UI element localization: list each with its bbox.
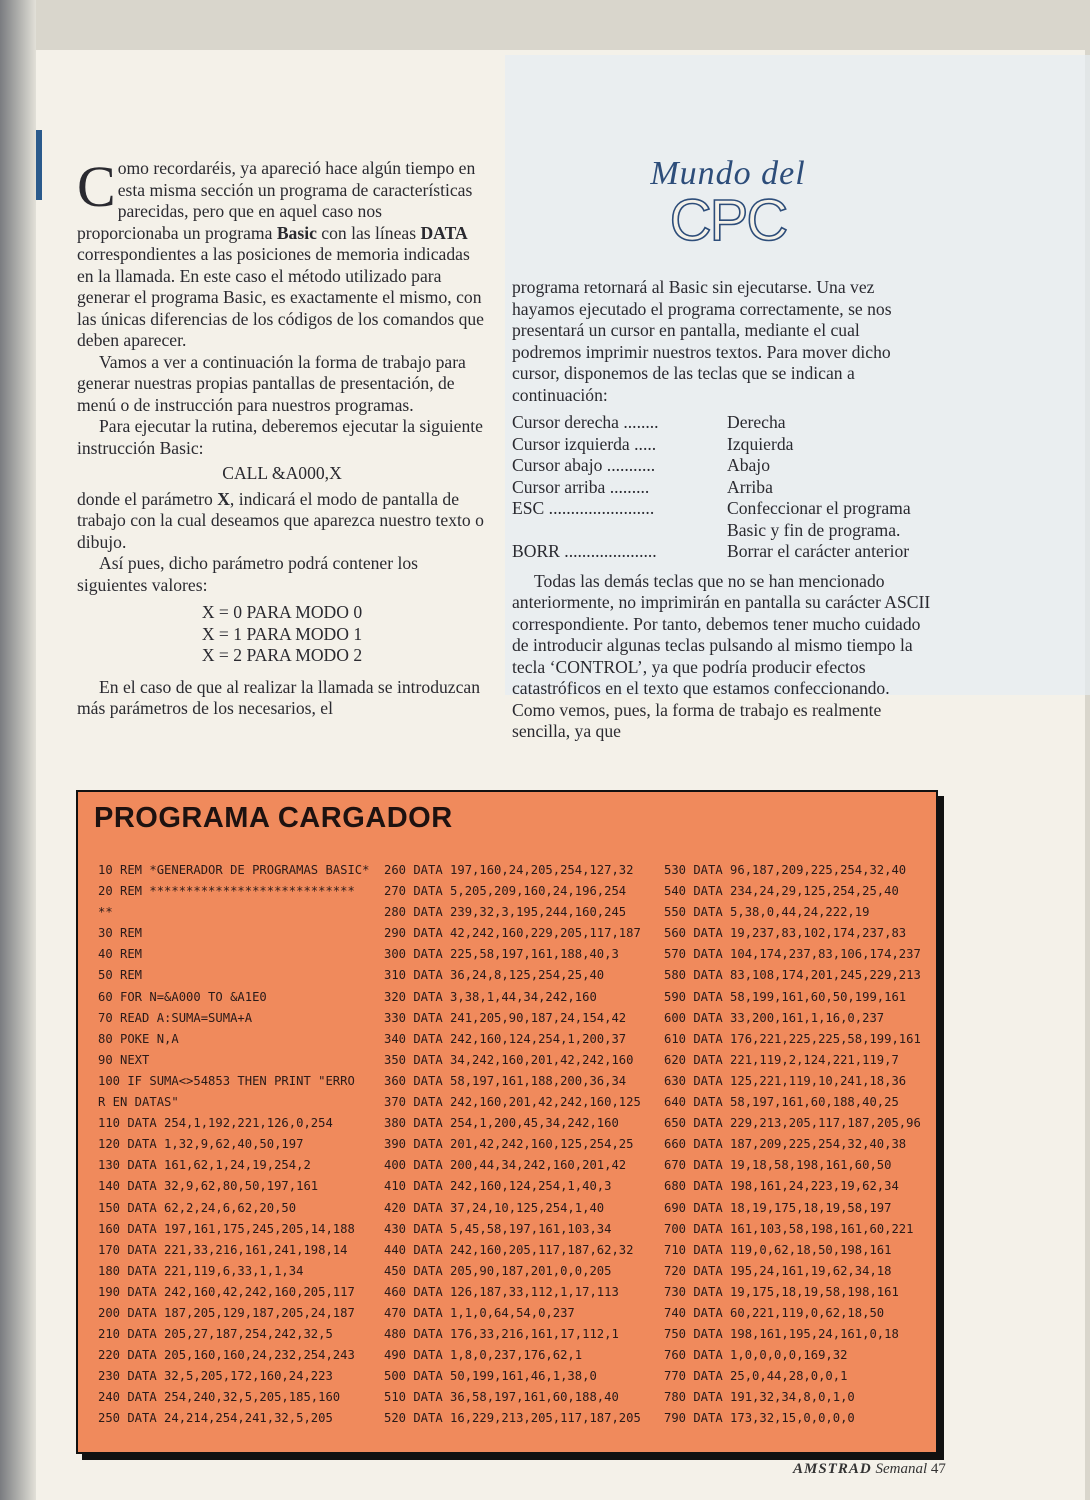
key-row: Cursor arriba ......... Arriba: [512, 476, 773, 497]
section-title-line1: Mundo del: [650, 155, 806, 192]
listing-column-2: 260 DATA 197,160,24,205,254,127,32 270 DATA 5,205,209,160,24,196,254 280 DATA 239,32,3,195,244,160,245 290 DATA 42,242,160,229,205,117,187 300 DATA 225,58,197,161,188,40,3 310 DATA 36,24,8,125,254,25,40 320 DATA 3,38,1,44,34,242,160 330 DATA 241,205,90,187,24,154,42 340 DATA 242,160,124,254,1,200,37 350 DATA 34,242,160,201,42,242,160 360 DATA 58,197,161,188,200,36,34 370 DATA 242,160,201,42,242,160,125 380 DATA 254,1,200,45,34,242,160 390 DATA 201,42,242,160,125,254,25 400 DATA 200,44,34,242,160,201,42 410 DATA 242,160,124,254,1,40,3 420 DATA 37,24,10,125,254,1,40 430 DATA 5,45,58,197,161,103,34 440 DATA 242,160,205,117,187,62,32 450 DATA 205,90,187,201,0,0,205 460 DATA 126,187,33,112,1,17,113 470 DATA 1,1,0,64,54,0,237 480 DATA 176,33,216,161,17,112,1 490 DATA 1,8,0,237,176,62,1 500 DATA 50,199,161,46,1,38,0 510 DATA 36,58,197,161,60,188,40 520 DATA 16,229,213,205,117,187,205: [384, 863, 641, 1426]
listing-column-1: 10 REM *GENERADOR DE PROGRAMAS BASIC* 20 REM **************************** ** 30 REM 40 REM 50 REM 60 FOR N=&A000 TO &A1E0 70 READ A:SUMA=SUMA+A 80 POKE N,A 90 NEXT 100 IF SUMA<>54853 THEN PRINT "ERRO R EN DATAS" 110 DATA 254,1,192,221,126,0,254 120 DATA 1,32,9,62,40,50,197 130 DATA 161,62,1,24,19,254,2 140 DATA 32,9,62,80,50,197,161 150 DATA 62,2,24,6,62,20,50 160 DATA 197,161,175,245,205,14,188 170 DATA 221,33,216,161,241,198,14 180 DATA 221,119,6,33,1,1,34 190 DATA 242,160,42,242,160,205,117 200 DATA 187,205,129,187,205,24,187 210 DATA 205,27,187,254,242,32,5 220 DATA 205,160,160,24,232,254,243 230 DATA 32,5,205,172,160,24,223 240 DATA 254,240,32,5,205,185,160 250 DATA 24,214,254,241,32,5,205: [98, 863, 370, 1426]
listing-column-3: 530 DATA 96,187,209,225,254,32,40 540 DATA 234,24,29,125,254,25,40 550 DATA 5,38,0,44,24,222,19 560 DATA 19,237,83,102,174,237,83 570 DATA 104,174,237,83,106,174,237 580 DATA 83,108,174,201,245,229,213 590 DATA 58,199,161,60,50,199,161 600 DATA 33,200,161,1,16,0,237 610 DATA 176,221,225,225,58,199,161 620 DATA 221,119,2,124,221,119,7 630 DATA 125,221,119,10,241,18,36 640 DATA 58,197,161,60,188,40,25 650 DATA 229,213,205,117,187,205,96 660 DATA 187,209,225,254,32,40,38 670 DATA 19,18,58,198,161,60,50 680 DATA 198,161,24,223,19,62,34 690 DATA 18,19,175,18,19,58,197 700 DATA 161,103,58,198,161,60,221 710 DATA 119,0,62,18,50,198,161 720 DATA 195,24,161,19,62,34,18 730 DATA 19,175,18,19,58,198,161 740 DATA 60,221,119,0,62,18,50 750 DATA 198,161,195,24,161,0,18 760 DATA 1,0,0,0,0,169,32 770 DATA 25,0,44,28,0,0,1 780 DATA 191,32,34,8,0,1,0 790 DATA 173,32,15,0,0,0,0: [664, 863, 921, 1426]
key-table: [512, 412, 932, 563]
paragraph-2: Vamos a ver a continuación la forma de trabajo para generar nuestras propias pantallas de presentación, de menú o de instrucción para nuestros programas.: [77, 351, 466, 415]
mode-list: [77, 602, 487, 667]
listing-title: PROGRAMA CARGADOR: [94, 802, 453, 834]
mode-item: X = 2 PARA MODO 2: [201, 645, 363, 665]
left-column: [77, 154, 487, 720]
section-title-logo: CPC: [669, 188, 787, 253]
drop-cap: C: [77, 154, 116, 219]
paragraph-3: Para ejecutar la rutina, deberemos ejecutar la siguiente instrucción Basic:: [77, 416, 483, 458]
edge-marker: [36, 130, 42, 200]
paragraph-6: En el caso de que al realizar la llamada se introduzcan más parámetros de los necesarios, el: [77, 676, 481, 718]
key-row: BORR ..................... Borrar el carácter anterior: [512, 541, 910, 561]
key-row: ESC ........................ Confeccionar el programa Basic y fin de programa.: [512, 498, 911, 540]
key-row: Cursor derecha ........ Derecha: [512, 412, 786, 432]
mode-item: X = 1 PARA MODO 1: [201, 623, 363, 644]
paragraph-7: programa retornará al Basic sin ejecutarse. Una vez hayamos ejecutado el programa correctamente, se nos presentará un cursor en pantalla, mediante el cual podremos imprimir nuestros textos. Para mover dicho cursor, disponemos de las teclas que se indican a continuación:: [512, 277, 892, 405]
right-column: [512, 277, 932, 743]
key-row: Cursor izquierda ..... Izquierda: [512, 433, 794, 454]
paragraph-intro: Como recordaréis, ya apareció hace algún tiempo en esta misma sección un programa de características parecidas, pero que en aquel caso nos proporcionaba un programa Basic con las líneas DATA correspondientes a las posiciones de memoria indicadas en la llamada. En este caso el método utilizado para generar el programa Basic, es exactamente el mismo, con las únicas diferencias de los códigos de los comandos que deben aparecer.: [77, 154, 484, 350]
paragraph-5: Así pues, dicho parámetro podrá contener los siguientes valores:: [77, 553, 419, 595]
paragraph-8: Todas las demás teclas que no se han mencionado anteriormente, no imprimirán en pantalla su carácter ASCII correspondiente. Por tanto, debemos tener mucho cuidado de introducir algunas teclas pulsando al mismo tiempo la tecla ‘CONTROL’, ya que podría producir efectos catastróficos en el texto que estamos confeccionando. Como vemos, pues, la forma de trabajo es realmente sencilla, ya que: [512, 570, 931, 741]
page-footer: [793, 1461, 946, 1478]
key-row: Cursor abajo ........... Abajo: [512, 455, 770, 475]
program-listing-box: [76, 790, 938, 1454]
magazine-brand: AMSTRAD: [793, 1461, 872, 1477]
mode-item: X = 0 PARA MODO 0: [201, 602, 363, 622]
binding-spine: [0, 0, 36, 1500]
page-number: 47: [930, 1461, 946, 1477]
section-title: [598, 155, 858, 253]
magazine-subtitle: Semanal: [875, 1461, 928, 1477]
call-instruction: CALL &A000,X: [222, 463, 342, 483]
paragraph-4: donde el parámetro X, indicará el modo de pantalla de trabajo con la cual deseamos que aparezca nuestro texto o dibujo.: [77, 488, 484, 552]
